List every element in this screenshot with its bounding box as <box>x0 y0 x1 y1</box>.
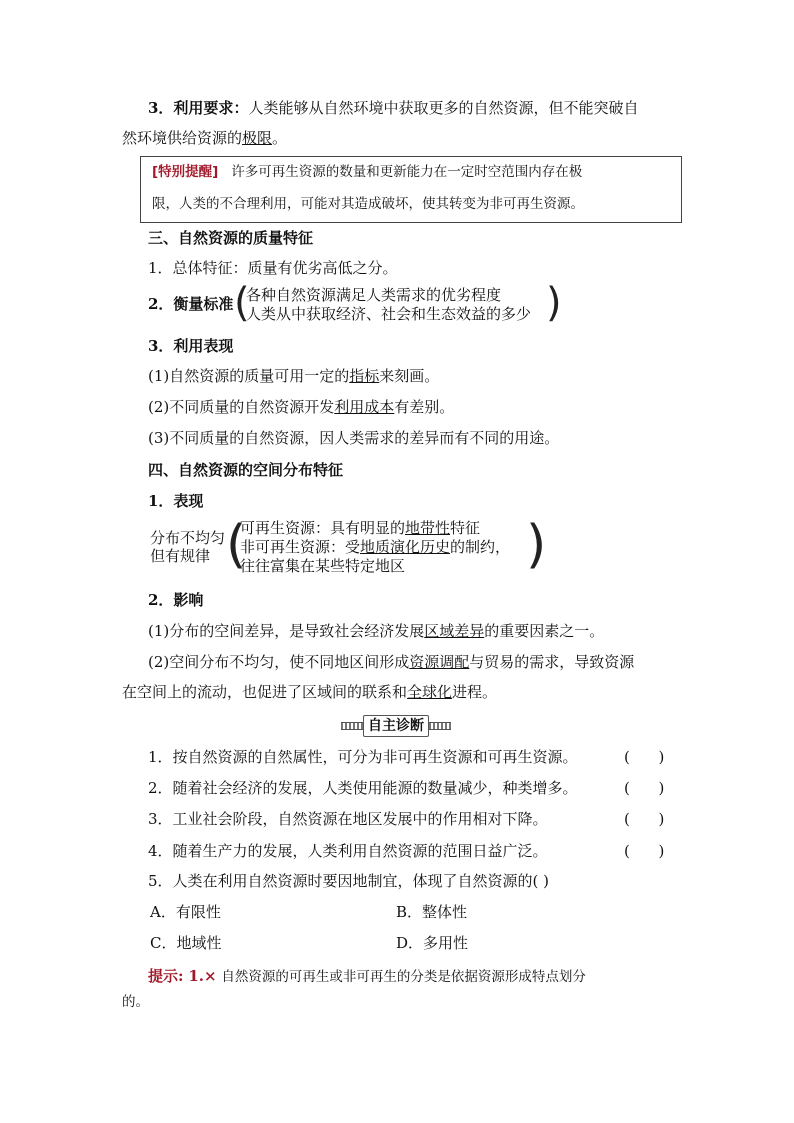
quality-usage-2 <box>148 397 454 417</box>
hint-answer: 1.× <box>188 967 217 985</box>
question-1: 1．按自然资源的自然属性，可分为非可再生资源和可再生资源。 <box>148 748 578 766</box>
quality-usage-heading: 3．利用表现 <box>148 337 234 355</box>
banner-left-bar <box>341 722 363 730</box>
quality-usage-3: (3)不同质量的自然资源，因人类需求的差异而有不同的用途。 <box>148 429 560 447</box>
nonrenewable-end: 的制约， <box>450 538 511 556</box>
question-3: 3．工业社会阶段，自然资源在地区发展中的作用相对下降。 <box>148 810 548 828</box>
usage2-keyword: 利用成本 <box>334 398 395 416</box>
quality-heading: 三、自然资源的质量特征 <box>148 229 314 247</box>
effect2-pre: (2)空间分布不均匀，使不同地区间形成 <box>148 653 410 671</box>
quality-standard-label-text: 2．衡量标准 <box>148 295 234 313</box>
effect1-end: 的重要因素之一。 <box>484 622 605 640</box>
spatial-renewable <box>240 518 480 538</box>
self-check-banner-text: 自主诊断 <box>363 715 429 737</box>
spatial-nonrenewable-line2: 往往富集在某些特定地区 <box>240 557 406 575</box>
option-b[interactable]: B．整体性 <box>396 903 468 921</box>
quality-standard-label <box>148 294 233 314</box>
question-5: 5．人类在利用自然资源时要因地制宜，体现了自然资源的( ) <box>148 872 550 890</box>
spatial-effect-heading: 2．影响 <box>148 591 204 609</box>
spatial-effect-2-line2 <box>122 682 497 702</box>
answer-blank-3[interactable]: ( ) <box>624 810 665 828</box>
usage2-end: 有差别。 <box>394 398 455 416</box>
utilization-text-end: 。 <box>272 129 288 147</box>
effect1-pre: (1)分布的空间差异，是导致社会经济发展 <box>148 622 425 640</box>
self-check-banner <box>341 716 451 736</box>
special-note-line1 <box>152 163 582 181</box>
question-4: 4．随着生产力的发展，人类利用自然资源的范围日益广泛。 <box>148 842 548 860</box>
special-note-box <box>140 156 682 223</box>
utilization-keyword: 极限 <box>242 129 273 147</box>
effect2-keyword: 资源调配 <box>409 653 470 671</box>
utilization-requirement-line1 <box>148 98 638 118</box>
answer-blank-4[interactable]: ( ) <box>624 842 665 860</box>
nonrenewable-pre: 非可再生资源：受 <box>240 538 361 556</box>
usage2-pre: (2)不同质量的自然资源开发 <box>148 398 335 416</box>
renewable-end: 特征 <box>450 519 481 537</box>
spatial-left-label-2: 但有规律 <box>150 547 211 565</box>
renewable-keyword: 地带性 <box>405 519 451 537</box>
spatial-effect-1 <box>148 621 604 641</box>
utilization-requirement-text: 人类能够从自然环境中获取更多的自然资源，但不能突破自 <box>248 99 639 117</box>
option-c[interactable]: C．地域性 <box>150 934 222 952</box>
hint-line2: 的。 <box>122 994 149 1010</box>
right-brace-icon: ) <box>526 515 547 575</box>
answer-blank-1[interactable]: ( ) <box>624 748 665 766</box>
utilization-requirement-line2 <box>122 128 287 148</box>
usage1-keyword: 指标 <box>349 367 380 385</box>
special-note-text1: 许多可再生资源的数量和更新能力在一定时空范围内存在极 <box>231 164 583 180</box>
right-brace-icon: ) <box>546 280 562 326</box>
left-brace-icon: ( <box>234 280 250 326</box>
quality-standard-item-1: 各种自然资源满足人类需求的优劣程度 <box>246 286 502 304</box>
special-note-label: [特别提醒] <box>152 164 219 180</box>
effect2-line2-end: 进程。 <box>452 683 498 701</box>
renewable-pre: 可再生资源：具有明显的 <box>240 519 406 537</box>
answer-blank-2[interactable]: ( ) <box>624 779 665 797</box>
effect2-line2-keyword: 全球化 <box>407 683 453 701</box>
hint-text1: 自然资源的可再生或非可再生的分类是依据资源形成特点划分 <box>221 969 586 985</box>
usage1-pre: (1)自然资源的质量可用一定的 <box>148 367 350 385</box>
hint-label: 提示: <box>148 967 184 985</box>
utilization-requirement-label: 3．利用要求： <box>148 99 249 117</box>
effect1-keyword: 区域差异 <box>424 622 485 640</box>
spatial-left-label-1: 分布不均匀 <box>150 529 226 547</box>
nonrenewable-keyword: 地质演化历史 <box>360 538 451 556</box>
option-a[interactable]: A．有限性 <box>150 903 221 921</box>
spatial-nonrenewable <box>240 537 510 557</box>
usage1-end: 来刻画。 <box>379 367 440 385</box>
option-d[interactable]: D．多用性 <box>396 934 469 952</box>
left-brace-icon: ( <box>226 515 247 575</box>
effect2-line2-pre: 在空间上的流动，也促进了区域间的联系和 <box>122 683 408 701</box>
quality-overall <box>148 258 398 278</box>
effect2-end: 与贸易的需求，导致资源 <box>469 653 635 671</box>
question-2: 2．随着社会经济的发展，人类使用能源的数量减少，种类增多。 <box>148 779 578 797</box>
spatial-show-heading: 1．表现 <box>148 492 204 510</box>
hint-line1 <box>148 966 586 987</box>
special-note-text2: 限，人类的不合理利用，可能对其造成破坏，使其转变为非可再生资源。 <box>152 196 584 212</box>
quality-overall-text: 1．总体特征：质量有优劣高低之分。 <box>148 259 398 277</box>
banner-right-bar <box>429 722 451 730</box>
special-note-line2 <box>152 195 584 213</box>
utilization-text-pre: 然环境供给资源的 <box>122 129 243 147</box>
spatial-effect-2 <box>148 652 634 672</box>
quality-standard-item-2: 人类从中获取经济、社会和生态效益的多少 <box>246 305 532 323</box>
spatial-heading: 四、自然资源的空间分布特征 <box>148 461 344 479</box>
quality-usage-1 <box>148 366 439 386</box>
